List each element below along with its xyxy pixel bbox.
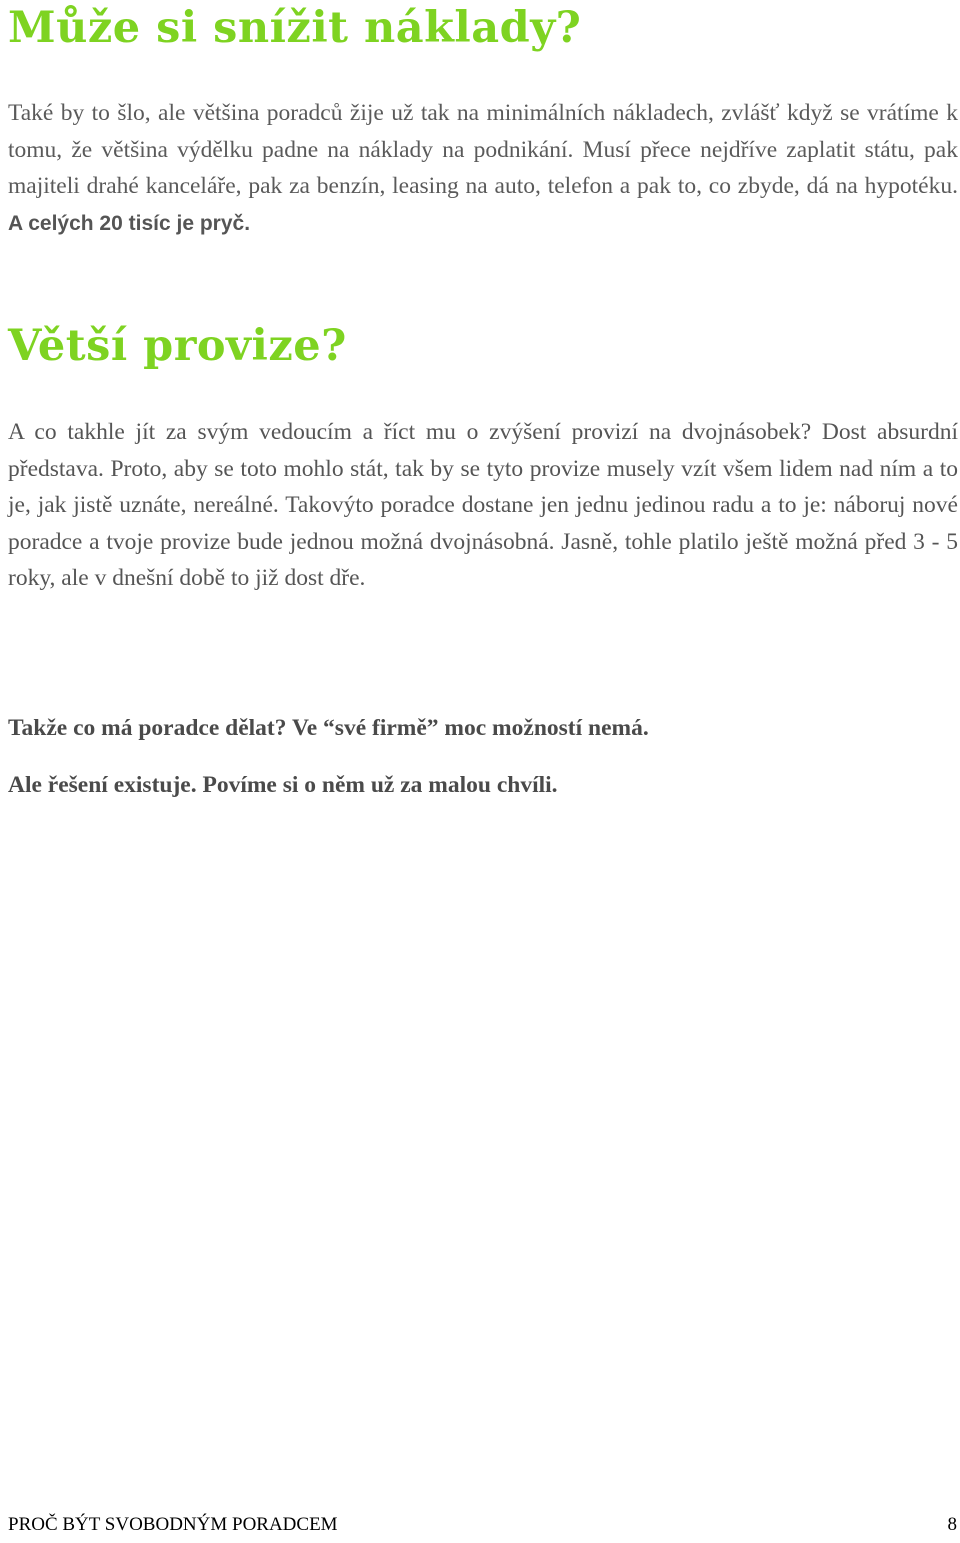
section-heading-bigger-commission: Větší provize? (8, 321, 347, 371)
paragraph-text: Také by to šlo, ale většina poradců žije už tak na minimálních nákladech, zvlášť když se vrátíme k tomu, že většina výdělku padne na náklady na podnikání. Musí přece nejdříve zaplatit státu, pak majiteli drahé kanceláře, pak za benzín, leasing na auto, telefon a pak to, co zbyde, dá na hypotéku. (8, 100, 958, 199)
closing-question: Takže co má poradce dělat? Ve “své firmě” moc možností nemá. (8, 715, 649, 741)
footer-title: PROČ BÝT SVOBODNÝM PORADCEM (8, 1514, 338, 1535)
section-heading-reduce-costs: Může si snížit náklady? (8, 3, 582, 53)
page-number: 8 (947, 1514, 957, 1535)
closing-answer: Ale řešení existuje. Povíme si o něm už za malou chvíli. (8, 772, 558, 798)
section-paragraph-reduce-costs (8, 95, 958, 242)
section-paragraph-bigger-commission: A co takhle jít za svým vedoucím a říct mu o zvýšení provizí na dvojnásobek? Dost absurdní představa. Proto, aby se toto mohlo stát, tak by se tyto provize musely vzít všem lidem nad ním a to je, jak jistě uznáte, nereálné. Takovýto poradce dostane jen jednu jedinou radu a to je: náboruj nové poradce a tvoje provize bude jednou možná dvojnásobná. Jasně, tohle platilo ještě možná před 3 - 5 roky, ale v dnešní době to již dost dře. (8, 419, 958, 591)
paragraph-emphasis: A celých 20 tisíc je pryč. (8, 211, 251, 235)
